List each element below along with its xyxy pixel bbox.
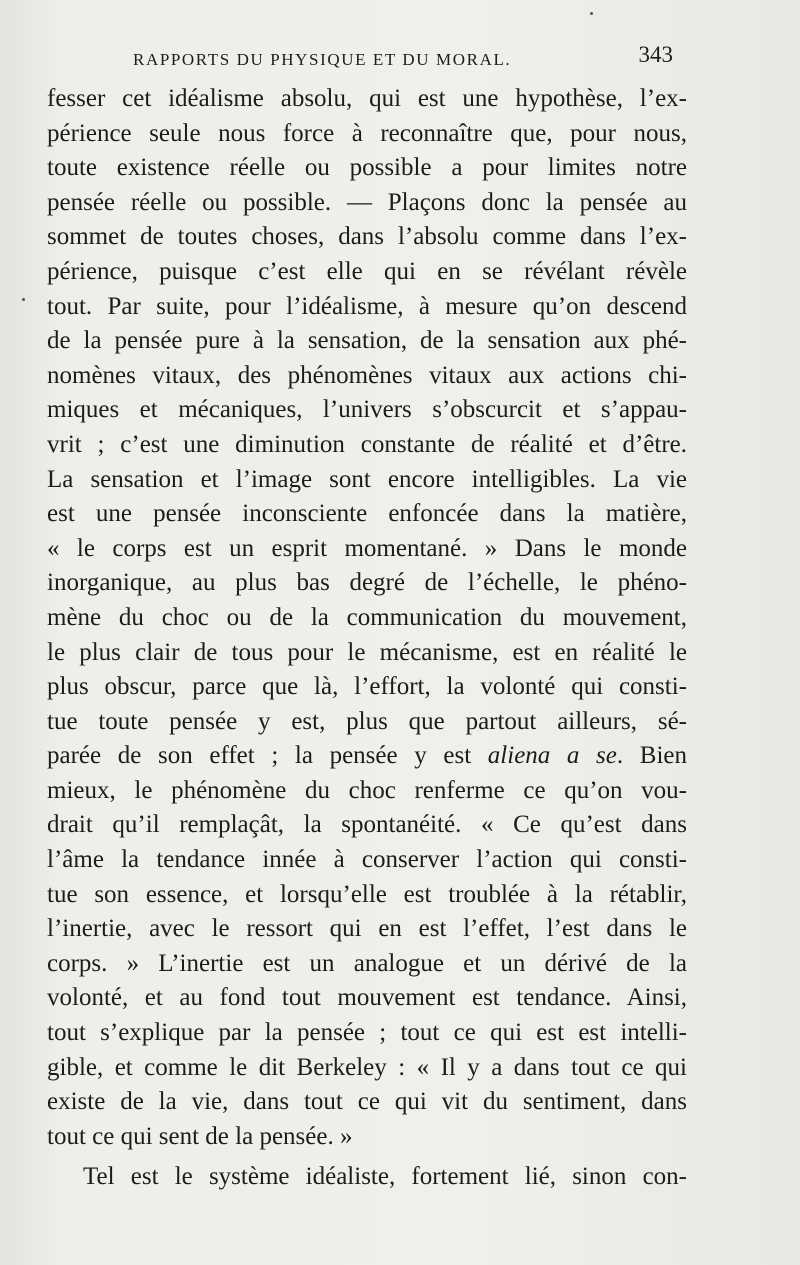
text-line: périence, puisque c’est elle qui en se révélant révèle: [47, 257, 687, 285]
text-line: miques et mécaniques, l’univers s’obscurcit et s’appau-: [47, 396, 687, 424]
text-line: existe de la vie, dans tout ce qui vit du sentiment, dans: [47, 1088, 687, 1116]
paragraph: [47, 82, 687, 1154]
italic-phrase: aliena a se: [487, 742, 617, 770]
text-line: tue son essence, et lorsqu’elle est troublée à la rétablir,: [47, 880, 687, 908]
text-line: drait qu’il remplaçât, la spontanéité. « Ce qu’est dans: [47, 811, 687, 839]
print-speck: [590, 12, 593, 15]
text-line: inorganique, au plus bas degré de l’échelle, le phéno-: [47, 569, 687, 597]
text-line: périence seule nous force à reconnaître que, pour nous,: [47, 119, 687, 147]
text-line: vrit ; c’est une diminution constante de réalité et d’être.: [47, 430, 687, 458]
text-line: « le corps est un esprit momentané. » Dans le monde: [47, 534, 687, 562]
text-line: sommet de toutes choses, dans l’absolu comme dans l’ex-: [47, 223, 687, 251]
text-line: toute existence réelle ou possible a pour limites notre: [47, 154, 687, 182]
body-text: [47, 82, 687, 1195]
text-line: gible, et comme le dit Berkeley : « Il y a dans tout ce qui: [47, 1053, 687, 1081]
text-line: est une pensée inconsciente enfoncée dans la matière,: [47, 500, 687, 528]
text-line: pensée réelle ou possible. — Plaçons donc la pensée au: [47, 188, 687, 216]
paragraph: [47, 1160, 687, 1195]
print-speck: [22, 298, 25, 301]
text-line: tout ce qui sent de la pensée. »: [47, 1122, 353, 1150]
text-line: tout s’explique par la pensée ; tout ce qui est est intelli-: [47, 1019, 687, 1047]
text-line: mène du choc ou de la communication du mouvement,: [47, 603, 687, 631]
text-line: parée de son effet ; la pensée y est aliena a se. Bien: [47, 742, 687, 770]
text-line: La sensation et l’image sont encore intelligibles. La vie: [47, 465, 687, 493]
text-line: Tel est le système idéaliste, fortement lié, sinon con-: [83, 1163, 687, 1191]
page-header: [133, 42, 673, 72]
text-line: fesser cet idéalisme absolu, qui est une hypothèse, l’ex-: [47, 85, 687, 112]
text-line: tout. Par suite, pour l’idéalisme, à mesure qu’on descend: [47, 292, 687, 320]
page-number: 343: [638, 42, 673, 67]
text-line: volonté, et au fond tout mouvement est tendance. Ainsi,: [47, 984, 687, 1012]
text-line: tue toute pensée y est, plus que partout ailleurs, sé-: [47, 707, 687, 735]
text-line: l’âme la tendance innée à conserver l’action qui consti-: [47, 846, 687, 874]
text-line: nomènes vitaux, des phénomènes vitaux aux actions chi-: [47, 361, 687, 389]
text-line: l’inertie, avec le ressort qui en est l’effet, l’est dans le: [47, 915, 687, 943]
text-line: le plus clair de tous pour le mécanisme, est en réalité le: [47, 638, 687, 666]
text-line: de la pensée pure à la sensation, de la sensation aux phé-: [47, 327, 687, 355]
text-line: mieux, le phénomène du choc renferme ce qu’on vou-: [47, 776, 687, 804]
text-line: plus obscur, parce que là, l’effort, la volonté qui consti-: [47, 673, 687, 701]
running-title: RAPPORTS DU PHYSIQUE ET DU MORAL.: [133, 50, 512, 69]
text-line: corps. » L’inertie est un analogue et un dérivé de la: [47, 949, 687, 977]
